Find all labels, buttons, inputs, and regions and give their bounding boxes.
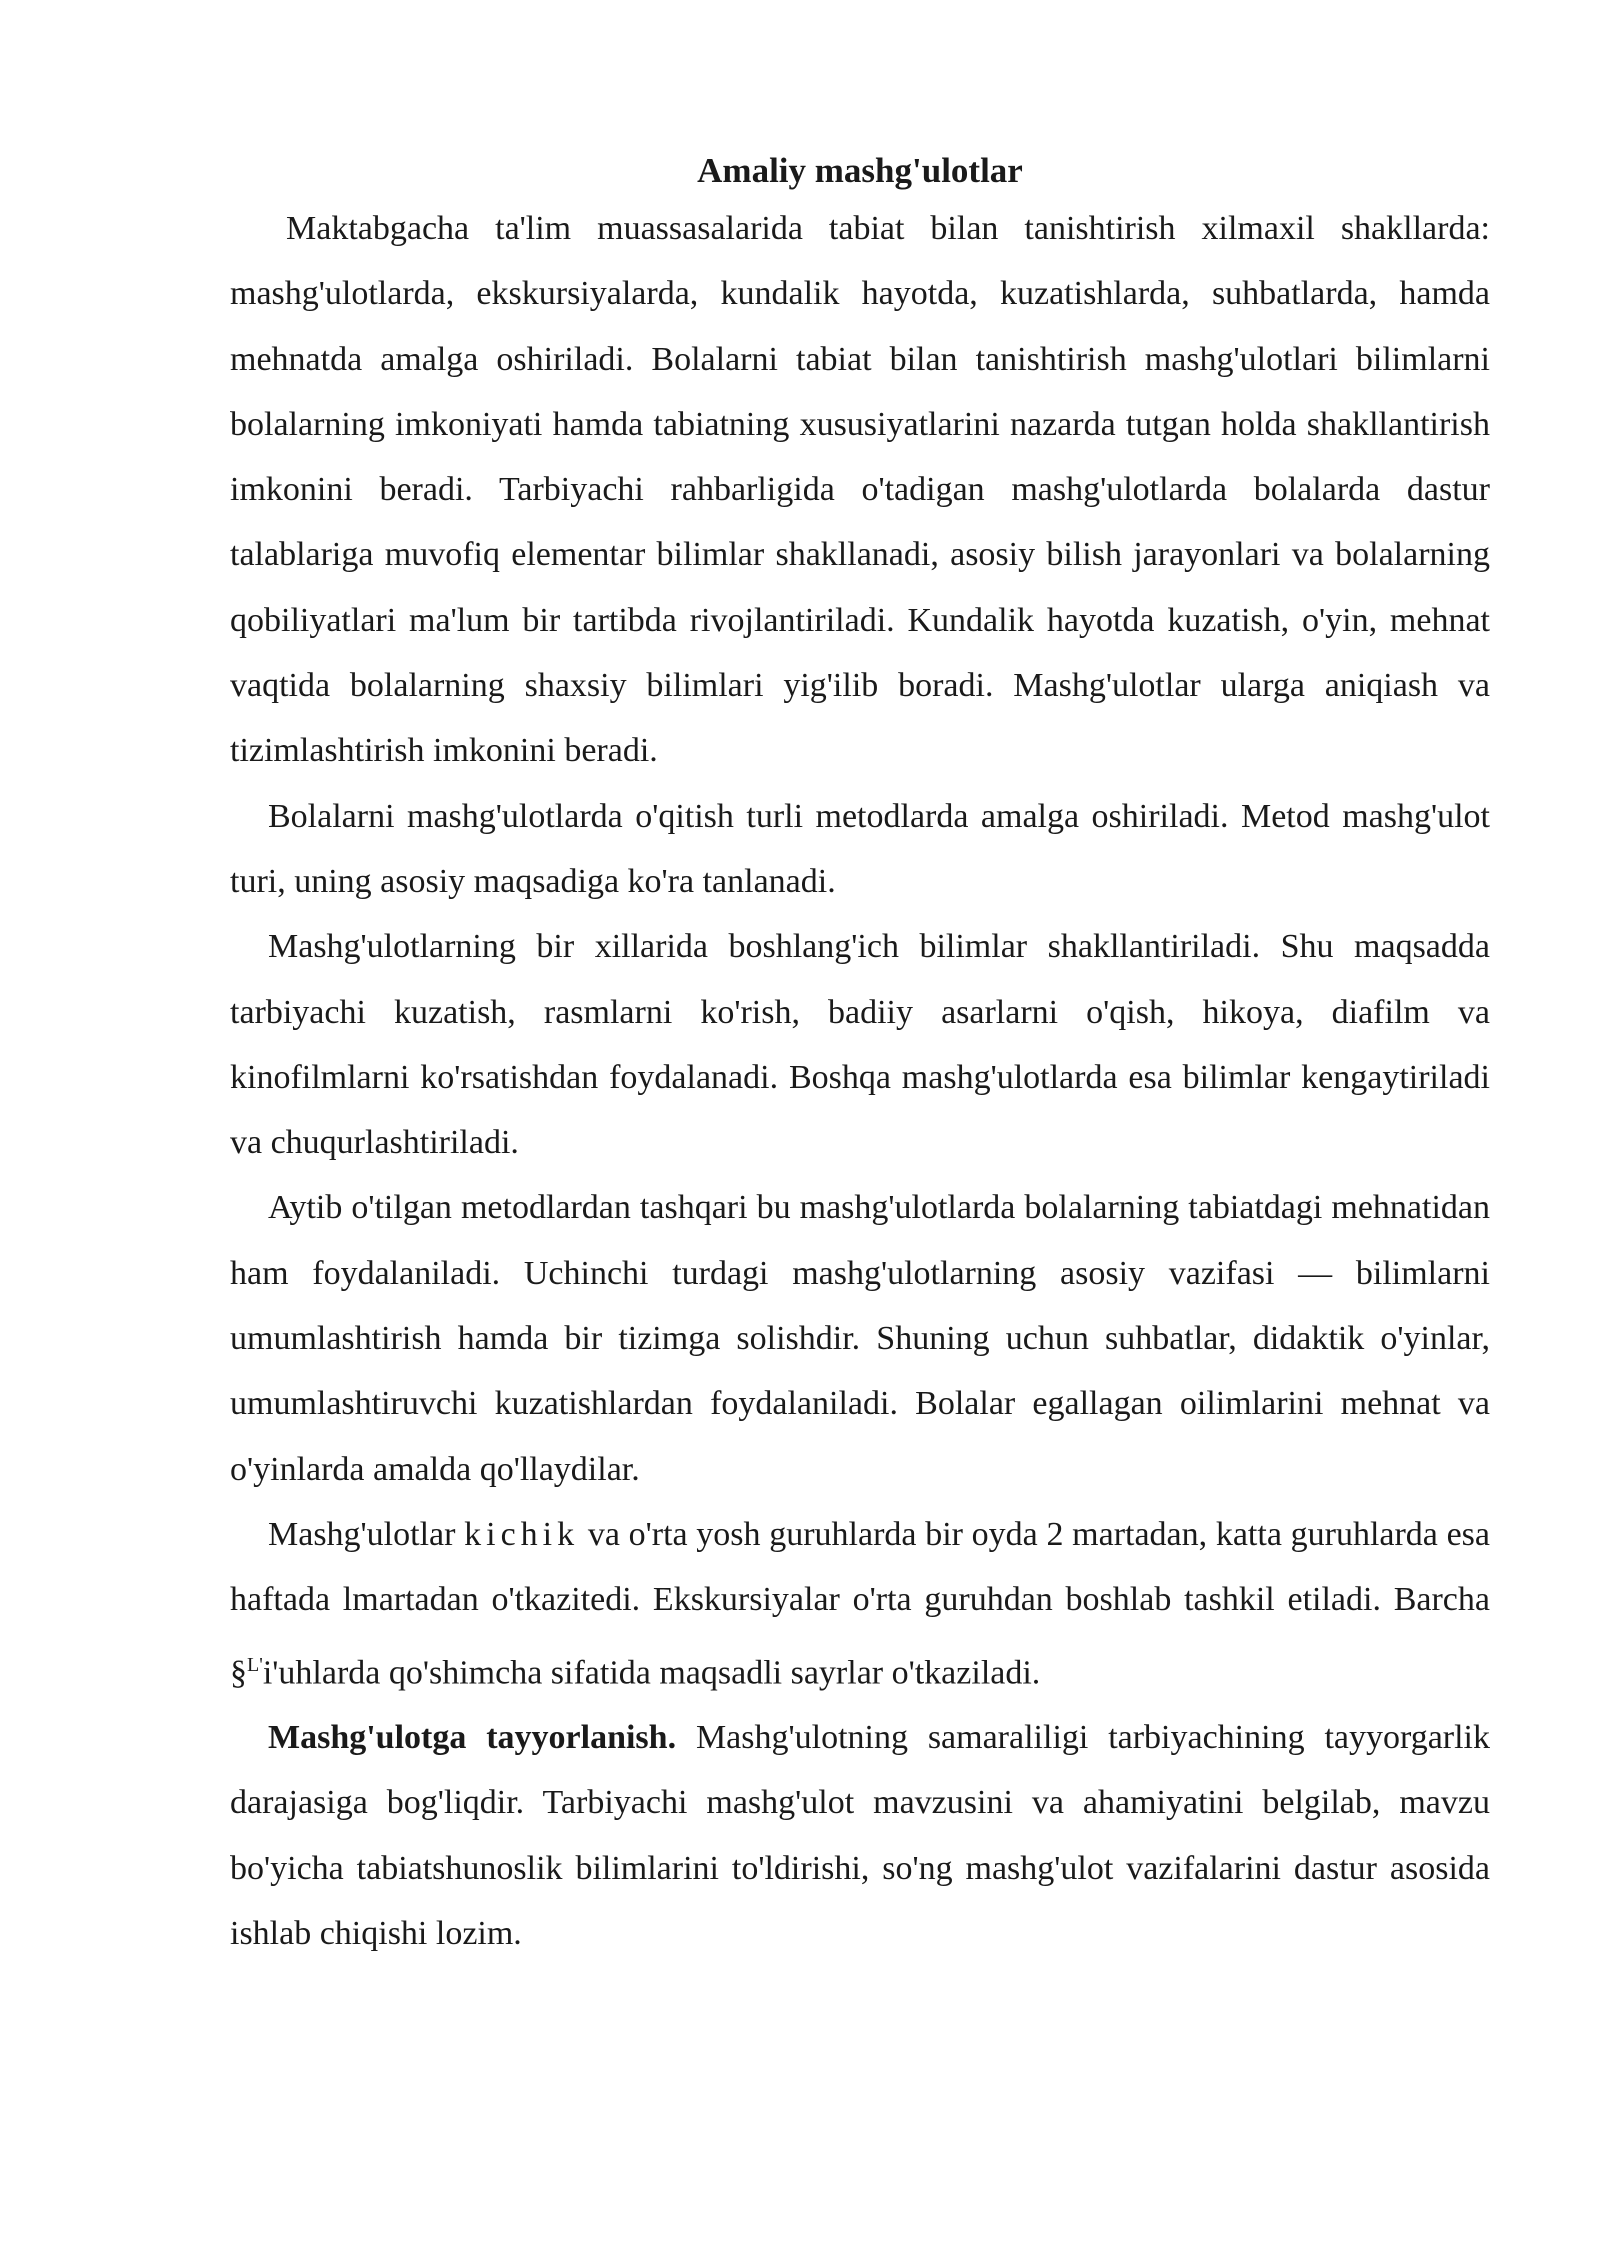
paragraph-5-superscript: L' bbox=[247, 1653, 263, 1676]
paragraph-5-spaced-word: kichik bbox=[464, 1515, 580, 1553]
paragraph-4: Aytib o'tilgan metodlardan tashqari bu mashg'ulotlarda bolalarning tabiatdagi mehnatidan ham foydalaniladi. Uchinchi turdagi mashg'ulotlarning asosiy vazifasi — bilimlarni umumlashtirish hamda bir tizimga solishdir. Shuning uchun suhbatlar, didaktik o'yinlar, umumlashtiruvchi kuzatishlardan foydalaniladi. Bolalar egallagan oilimlarini mehnat va o'yinlarda amalda qo'llaydilar. bbox=[230, 1189, 1490, 1488]
document-title: Amaliy mashg'ulotlar bbox=[697, 151, 1023, 190]
paragraph-5-end: i'uhlarda qo'shimcha sifatida maqsadli sayrlar o'tkaziladi. bbox=[262, 1653, 1041, 1691]
paragraph-5-start: Mashg'ulotlar bbox=[268, 1515, 465, 1553]
paragraph-6 bbox=[230, 1705, 1490, 1966]
paragraph-5 bbox=[230, 1502, 1490, 1705]
paragraph-3: Mashg'ulotlarning bir xillarida boshlang'ich bilimlar shakllantiriladi. Shu maqsadda tarbiyachi kuzatish, rasmlarni ko'rish, badiiy asarlarni o'qish, hikoya, diafilm va kinofilmlarni ko'rsatishdan foydalanadi. Boshqa mashg'ulotlarda esa bilimlar kengaytiriladi va chuqurlashtiriladi. bbox=[230, 928, 1490, 1162]
paragraph-2: Bolalarni mashg'ulotlarda o'qitish turli metodlarda amalga oshiriladi. Metod mashg'ulot turi, uning asosiy maqsadiga ko'ra tanlanadi. bbox=[230, 797, 1490, 900]
paragraph-1: Maktabgacha ta'lim muassasalarida tabiat bilan tanishtirish xilmaxil shakllarda: mashg'ulotlarda, ekskursiyalarda, kundalik hayotda, kuzatishlarda, suhbatlarda, hamda mehnatda amalga oshiriladi. Bolalarni tabiat bilan tanishtirish mashg'ulotlari bilimlarni bolalarning imkoniyati hamda tabiatning xususiyatlarini nazarda tutgan holda shakllantirish imkonini beradi. Tarbiyachi rahbarligida o'tadigan mashg'ulotlarda bolalarda dastur talablariga muvofiq elementar bilimlar shakllanadi, asosiy bilish jarayonlari va bolalarning qobiliyatlari ma'lum bir tartibda rivojlantiriladi. Kundalik hayotda kuzatish, o'yin, mehnat vaqtida bolalarning shaxsiy bilimlari yig'ilib boradi. Mashg'ulotlar ularga aniqiash va tizimlashtirish imkonini beradi. bbox=[230, 210, 1490, 770]
paragraph-6-text: Mashg'ulotning samaraliligi tarbiyachining tayyorgarlik darajasiga bog'liqdir. Tarbiyachi mashg'ulot mavzusini va ahamiyatini belgilab, mavzu bo'yicha tabiatshunoslik bilimlarini to'ldirishi, so'ng mashg'ulot vazifalarini dastur asosida ishlab chiqishi lozim. bbox=[230, 1719, 1490, 1953]
paragraph-5-middle: va o'rta yosh guruhlarda bir oyda 2 martadan, katta guruhlarda esa haftada lmartadan o'tkazitedi. Ekskursiyalar o'rta guruhdan boshlab tashkil etiladi. Barcha § bbox=[230, 1515, 1491, 1691]
document-page bbox=[230, 150, 1490, 1966]
section-heading-inline: Mashg'ulotga tayyorlanish. bbox=[268, 1719, 677, 1757]
